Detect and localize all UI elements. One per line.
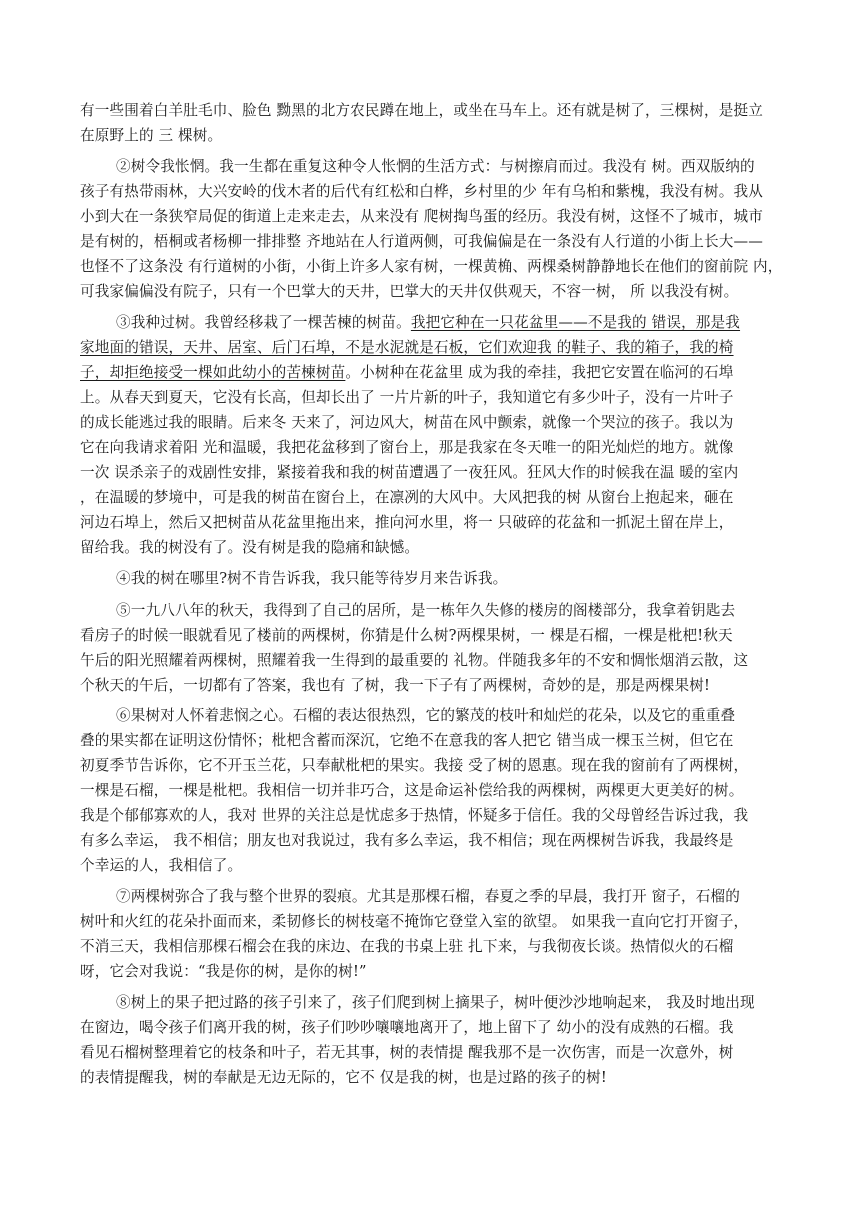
text-line: 看见石榴树整理着它的枝条和叶子，若无其事，树的表情提 醒我那不是一次伤害，而是一次意外，树	[80, 1044, 734, 1061]
text-line: 一次 误杀亲子的戏剧性安排，紧接着我和我的树苗遭遇了一夜狂风。狂风大作的时候我在温 暖的室内	[80, 464, 739, 481]
text-line: 看房子的时候一眼就看见了楼前的两棵树，你猜是什么树?两棵果树，一 棵是石榴，一棵是枇杷!秋天	[80, 627, 733, 644]
text-line: 个秋天的午后，一切都有了答案，我也有 了树，我一下子有了两棵树，奇妙的是，那是两棵果树!	[80, 677, 711, 694]
text-line: 也怪不了这条没 有行道树的小街，小街上许多人家有树，一棵黄桷、两棵桑树静静地长在他们的窗前院 内，	[80, 258, 783, 275]
underlined-sentence: 家地面的错误，天井、居室、后门石埠，不是水泥就是石板，它们欢迎我 的鞋子、我的箱子，我的椅	[80, 339, 734, 356]
text-line: 初夏季节告诉你，它不开玉兰花，只奉献枇杷的果实。我接 受了树的恩惠。现在我的窗前有了两棵树，	[80, 757, 749, 774]
text-line: 午后的阳光照耀着两棵树，照耀着我一生得到的最重要的 礼物。伴随我多年的不安和惆怅烟消云散，这	[80, 652, 749, 669]
line-segment: ③我种过树。我曾经移栽了一棵苦楝的树苗。	[116, 314, 411, 331]
line-segment: 。小树种在花盆里 成为我的牵挂，我把它安置在临河的石埠	[345, 364, 734, 381]
text-line: 不消三天，我相信那棵石榴会在我的床边、在我的书桌上驻 扎下来，与我彻夜长谈。热情似火的石榴	[80, 938, 734, 955]
paragraph-3-line	[116, 313, 740, 333]
text-line: 的成长能逃过我的眼睛。后来冬 天来了，河边风大，树苗在风中颤索，就像一个哭泣的孩子。我以为	[80, 414, 734, 431]
text-line: 上。从春天到夏天，它没有长高，但却长出了 一片片新的叶子，我知道它有多少叶子，没有一片叶子	[80, 389, 734, 406]
text-line: 有多么幸运， 我不相信；朋友也对我说过，我有多么幸运，我不相信；现在两棵树告诉我，我最终是	[80, 832, 734, 849]
text-line: 河边石埠上，然后又把树苗从花盆里拖出来，推向河水里，将一 只破碎的花盆和一抓泥土留在岸上，	[80, 514, 734, 531]
text-line	[80, 338, 734, 358]
text-line: 小到大在一条狭窄局促的街道上走来走去，从来没有 爬树掏鸟蛋的经历。我没有树，这怪不了城市，城市	[80, 208, 764, 225]
underlined-sentence: 我把它种在一只花盆里——不是我的 错误，那是我	[410, 314, 741, 331]
text-line: 树叶和火红的花朵扑面而来，柔韧修长的树枝毫不掩饰它登堂入室的欲望。 如果我一直向它打开窗子，	[80, 913, 749, 930]
text-line: 孩子有热带雨林，大兴安岭的伐木者的后代有红松和白桦，乡村里的少 年有乌桕和紫槐，我没有树。我从	[80, 183, 764, 200]
text-line	[80, 363, 734, 383]
text-line: 在原野上的 三 棵树。	[80, 127, 223, 144]
paragraph-8-line: ⑧树上的果子把过路的孩子引来了，孩子们爬到树上摘果子，树叶便沙沙地响起来， 我及时地出现	[116, 994, 755, 1011]
paragraph-7-line: ⑦两棵树弥合了我与整个世界的裂痕。尤其是那棵石榴，春夏之季的早晨，我打开 窗子，石榴的	[116, 888, 741, 905]
text-line: 的表情提醒我，树的奉献是无边无际的，它不 仅是我的树，也是过路的孩子的树!	[80, 1069, 607, 1086]
text-line: 可我家偏偏没有院子，只有一个巴掌大的天井，巴掌大的天井仅供观天，不容一树， 所 以我没有树。	[80, 283, 739, 300]
underlined-sentence: 子，却拒绝接受一棵如此幼小的苦楝树苗	[80, 364, 346, 381]
text-line: 在窗边，喝令孩子们离开我的树，孩子们吵吵嚷嚷地离开了，地上留下了 幼小的没有成熟的石榴。我	[80, 1019, 734, 1036]
paragraph-5-line: ⑤一九八八年的秋天，我得到了自己的居所，是一栋年久失修的楼房的阁楼部分，我拿着钥匙去	[116, 602, 736, 619]
paragraph-4-line: ④我的树在哪里?树不肯告诉我，我只能等待岁月来告诉我。	[116, 570, 508, 587]
text-line: 是有树的，梧桐或者杨柳一排排整 齐地站在人行道两侧，可我偏偏是在一条没有人行道的小街上长大——	[80, 233, 764, 250]
paragraph-2-line: ②树令我怅惘。我一生都在重复这种令人怅惘的生活方式：与树擦肩而过。我没有 树。西双版纳的	[116, 158, 755, 175]
text-line: 一棵是石榴，一棵是枇杷。我相信一切并非巧合，这是命运补偿给我的两棵树，两棵更大更美好的树。	[80, 782, 744, 799]
text-line: 有一些围着白羊肚毛巾、脸色 黝黑的北方农民蹲在地上，或坐在马车上。还有就是树了，三棵树，是挺立	[80, 102, 764, 119]
text-line: 它在向我请求着阳 光和温暖，我把花盆移到了窗台上，那是我家在冬天唯一的阳光灿烂的地方。就像	[80, 439, 734, 456]
text-line: ，在温暖的梦境中，可是我的树苗在窗台上，在凛冽的大风中。大风把我的树 从窗台上抱起来，砸在	[80, 489, 734, 506]
text-line: 留给我。我的树没有了。没有树是我的隐痛和缺憾。	[80, 539, 420, 556]
text-line: 个幸运的人，我相信了。	[80, 857, 243, 874]
text-line: 呀，它会对我说：“我是你的树，是你的树!”	[80, 963, 367, 980]
text-line: 叠的果实都在证明这份情怀；枇杷含蓄而深沉，它绝不在意我的客人把它 错当成一棵玉兰树，但它在	[80, 732, 734, 749]
text-line: 我是个郁郁寡欢的人，我对 世界的关注总是忧虑多于热情，怀疑多于信任。我的父母曾经告诉过我，我	[80, 807, 749, 824]
paragraph-6-line: ⑥果树对人怀着悲悯之心。石榴的表达很热烈，它的繁茂的枝叶和灿烂的花朵，以及它的重重叠	[116, 707, 736, 724]
